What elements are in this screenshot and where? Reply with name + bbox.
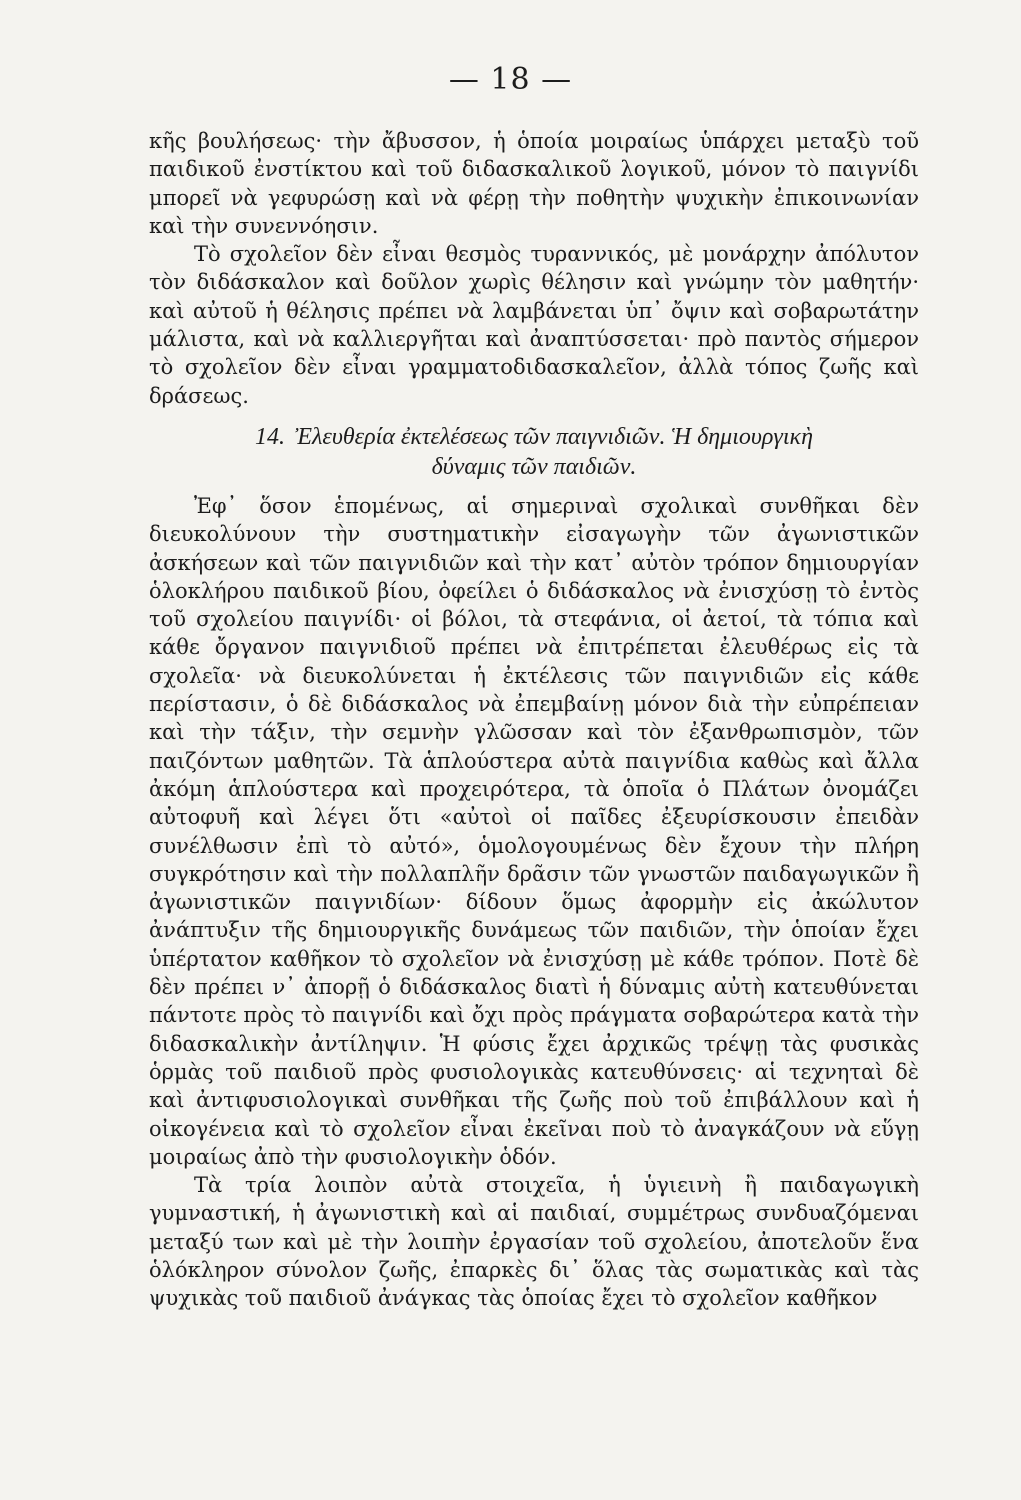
section-title-line1: Ἐλευθερία ἐκτελέσεως τῶν παιγνιδιῶν. Ἡ δημιουργικὴ xyxy=(295,423,813,450)
page-number: — 18 — xyxy=(448,62,573,97)
paragraph-three-elements: Τὰ τρία λοιπὸν αὐτὰ στοιχεῖα, ἡ ὑγιεινὴ ἢ παιδαγωγικὴ γυμναστική, ἡ ἀγωνιστικὴ καὶ αἱ παιδιαί, συμμέτρως συνδυαζόμεναι μεταξύ των καὶ μὲ τὴν λοιπὴν ἐργασίαν τοῦ σχολείου, ἀποτελοῦν ἕνα ὁλόκληρον σύνολον ζωῆς, ἐπαρκὲς δι᾽ ὅλας τὰς σωματικὰς καὶ τὰς ψυχικὰς τοῦ παιδιοῦ ἀνάγκας τὰς ὁποίας ἔχει τὸ σχολεῖον καθῆκον xyxy=(149,1173,919,1311)
paragraph-continuation: κῆς βουλήσεως· τὴν ἄβυσσον, ἡ ὁποία μοιραίως ὑπάρχει μεταξὺ τοῦ παιδικοῦ ἐνστίκτου καὶ τοῦ διδασκαλικοῦ λογικοῦ, μόνον τὸ παιγνίδι μπορεῖ νὰ γεφυρώσῃ καὶ νὰ φέρῃ τὴν ποθητὴν ψυχικὴν ἐπικοινωνίαν καὶ τὴν συνεννόησιν. xyxy=(149,129,919,238)
section-heading xyxy=(149,410,919,492)
section-title-line2: δύναμις τῶν παιδιῶν. xyxy=(431,453,637,480)
paragraph-freedom-of-play: Ἐφ᾽ ὅσον ἑπομένως, αἱ σημεριναὶ σχολικαὶ συνθῆκαι δὲν διευκολύνουν τὴν συστηματικὴν εἰσαγωγὴν τῶν ἀγωνιστικῶν ἀσκήσεων καὶ τῶν παιγνιδιῶν καὶ τὴν κατ᾽ αὐτὸν τρόπον δημιουργίαν ὁλοκλήρου παιδικοῦ βίου, ὀφείλει ὁ διδάσκαλος νὰ ἐνισχύσῃ τὸ ἐντὸς τοῦ σχολείου παιγνίδι· οἱ βόλοι, τὰ στεφάνια, οἱ ἀετοί, τὰ τόπια καὶ κάθε ὄργανον παιγνιδιοῦ πρέπει νὰ ἐπιτρέπεται ἐλευθέρως εἰς τὰ σχολεῖα· νὰ διευκολύνεται ἡ ἐκτέλεσις τῶν παιγνιδιῶν εἰς κάθε περίστασιν, ὁ δὲ διδάσκαλος νὰ ἐπεμβαίνῃ μόνον διὰ τὴν εὐπρέπειαν καὶ τὴν τάξιν, τὴν σεμνὴν γλῶσσαν καὶ τὸν ἐξανθρωπισμὸν, τῶν παιζόντων μαθητῶν. Τὰ ἁπλούστερα αὐτὰ παιγνίδια καθὼς καὶ ἄλλα ἀκόμη ἁπλούστερα καὶ προχειρότερα, τὰ ὁποῖα ὁ Πλάτων ὀνομάζει αὐτοφυῆ καὶ λέγει ὅτι «αὐτοὶ οἱ παῖδες ἐξευρίσκουσιν ἐπειδὰν συνέλθωσιν ἐπὶ τὸ αὐτό», ὁμολογουμένως δὲν ἔχουν τὴν πλήρη συγκρότησιν καὶ τὴν πολλαπλῆν δρᾶσιν τῶν γνωστῶν παιδαγωγικῶν ἢ ἀγωνιστικῶν παιγνιδίων· δίδουν ὅμως ἀφορμὴν εἰς ἀκώλυτον ἀνάπτυξιν τῆς δημιουργικῆς δυνάμεως τῶν παιδιῶν, τὴν ὁποίαν ἔχει ὑπέρτατον καθῆκον τὸ σχολεῖον νὰ ἐνισχύσῃ μὲ κάθε τρόπον. Ποτὲ δὲ δὲν πρέπει ν᾽ ἀπορῇ ὁ διδάσκαλος διατὶ ἡ δύναμις αὐτὴ κατευθύνεται πάντοτε πρὸς τὸ παιγνίδι καὶ ὄχι πρὸς πράγματα σοβαρώτερα κατὰ τὴν διδασκαλικὴν ἀντίληψιν. Ἡ φύσις ἔχει ἀρχικῶς τρέψῃ τὰς φυσικὰς ὁρμὰς τοῦ παιδιοῦ πρὸς φυσιολογικὰς κατευθύνσεις· αἱ τεχνηταὶ δὲ καὶ ἀντιφυσιολογικαὶ συνθῆκαι τῆς ζωῆς ποὺ τοῦ ἐπιβάλλουν καὶ ἡ οἰκογένεια καὶ τὸ σχολεῖον εἶναι ἐκεῖναι ποὺ τὸ ἀναγκάζουν νὰ εὕγῃ μοιραίως ἀπὸ τὴν φυσιολογικὴν ὁδόν. xyxy=(149,493,919,1169)
section-number: 14. xyxy=(255,423,286,450)
body-text xyxy=(149,127,919,1313)
paragraph-school-institution: Τὸ σχολεῖον δὲν εἶναι θεσμὸς τυραννικός, μὲ μονάρχην ἀπόλυτον τὸν διδάσκαλον καὶ δοῦλον χωρὶς θέλησιν καὶ γνώμην τὸν μαθητήν· καὶ αὐτοῦ ἡ θέλησις πρέπει νὰ λαμβάνεται ὑπ᾽ ὄψιν καὶ σοβαρωτάτην μάλιστα, καὶ νὰ καλλιεργῆται καὶ ἀναπτύσσεται· πρὸ παντὸς σήμερον τὸ σχολεῖον δὲν εἶναι γραμματοδιδασκαλεῖον, ἀλλὰ τόπος ζωῆς καὶ δράσεως. xyxy=(149,242,919,408)
